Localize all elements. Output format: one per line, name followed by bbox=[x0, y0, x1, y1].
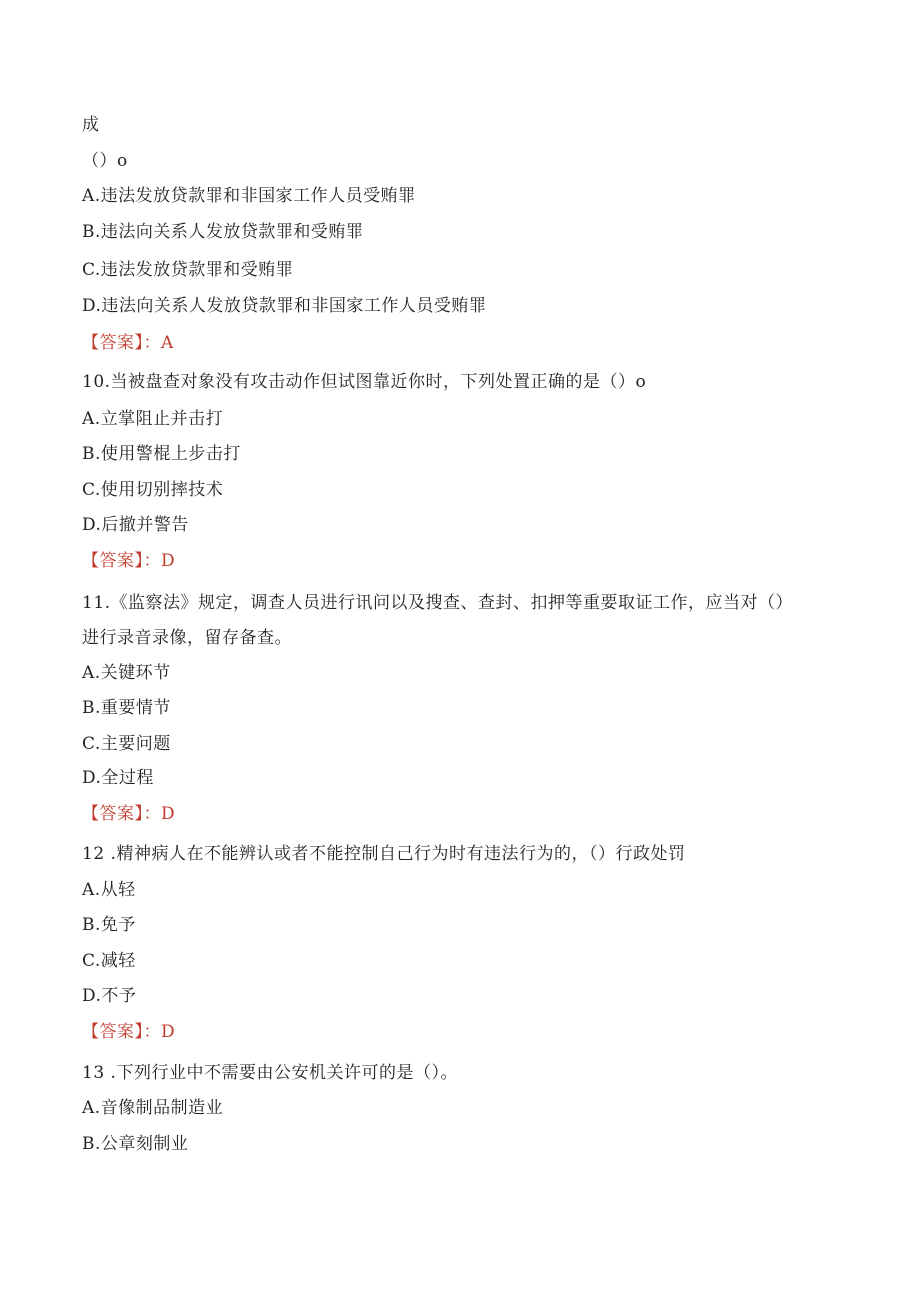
option-line: B.免予 bbox=[82, 915, 136, 935]
question-line: 进行录音录像，留存备查。 bbox=[82, 628, 292, 648]
option-line: B.使用警棍上步击打 bbox=[82, 444, 241, 464]
answer-line: 【答案】：D bbox=[82, 551, 176, 571]
option-line: C.使用切别摔技术 bbox=[82, 480, 224, 500]
option-line: A.立掌阻止并击打 bbox=[82, 409, 224, 429]
option-line: A.从轻 bbox=[82, 880, 136, 900]
option-line: D.全过程 bbox=[82, 768, 154, 788]
option-line: C.违法发放贷款罪和受贿罪 bbox=[82, 260, 294, 280]
option-line: B.违法向关系人发放贷款罪和受贿罪 bbox=[82, 222, 364, 242]
answer-line: 【答案】：D bbox=[82, 1022, 176, 1042]
option-line: D.违法向关系人发放贷款罪和非国家工作人员受贿罪 bbox=[82, 296, 487, 316]
option-line: A.关键环节 bbox=[82, 663, 171, 683]
question-line: 11.《监察法》规定，调查人员进行讯问以及搜查、查封、扣押等重要取证工作，应当对（） bbox=[82, 593, 794, 613]
question-line: 10.当被盘查对象没有攻击动作但试图靠近你时，下列处置正确的是（）o bbox=[82, 372, 647, 392]
option-line: D.后撤并警告 bbox=[82, 515, 189, 535]
text-line: （）o bbox=[82, 151, 128, 171]
option-line: D.不予 bbox=[82, 986, 137, 1006]
option-line: C.主要问题 bbox=[82, 734, 171, 754]
text-line: 成 bbox=[82, 115, 100, 135]
question-line: 12 .精神病人在不能辨认或者不能控制自己行为时有违法行为的，（）行政处罚 bbox=[82, 844, 686, 864]
option-line: B.重要情节 bbox=[82, 698, 171, 718]
option-line: A.音像制品制造业 bbox=[82, 1098, 224, 1118]
answer-line: 【答案】：D bbox=[82, 804, 176, 824]
question-line: 13 .下列行业中不需要由公安机关许可的是（）。 bbox=[82, 1063, 458, 1083]
option-line: C.减轻 bbox=[82, 951, 136, 971]
option-line: A.违法发放贷款罪和非国家工作人员受贿罪 bbox=[82, 186, 416, 206]
answer-line: 【答案】：A bbox=[82, 333, 174, 353]
option-line: B.公章刻制业 bbox=[82, 1134, 189, 1154]
